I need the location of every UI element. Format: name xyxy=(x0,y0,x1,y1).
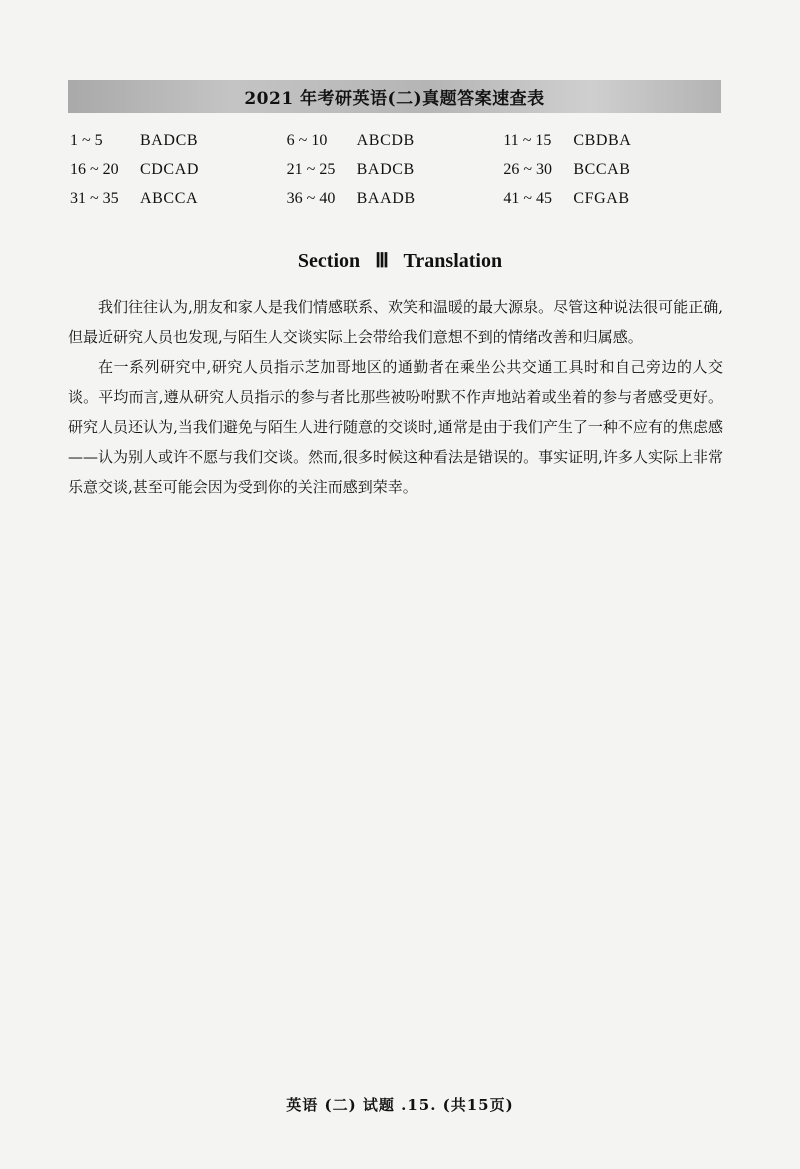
answer-row xyxy=(70,188,287,209)
answer-letters: ABCCA xyxy=(140,189,199,207)
translation-body xyxy=(68,292,723,502)
answer-key-banner xyxy=(68,80,721,113)
answer-row xyxy=(503,188,720,209)
answer-row xyxy=(287,130,504,151)
answer-range: 36 ~ 40 xyxy=(286,189,336,207)
answer-range: 6 ~ 10 xyxy=(286,131,328,149)
answer-row xyxy=(287,159,504,180)
answer-range: 21 ~ 25 xyxy=(286,160,336,178)
answer-letters: BADCB xyxy=(140,131,199,149)
answer-letters: CBDBA xyxy=(573,131,632,149)
answer-letters: BADCB xyxy=(356,160,415,178)
answer-row xyxy=(503,159,720,180)
paragraph: 我们往往认为,朋友和家人是我们情感联系、欢笑和温暖的最大源泉。尽管这种说法很可能正确,但最近研究人员也发现,与陌生人交谈实际上会带给我们意想不到的情绪改善和归属感。 xyxy=(68,298,723,346)
answer-letters: ABCDB xyxy=(356,131,415,149)
answer-row xyxy=(503,130,720,151)
answer-letters: CDCAD xyxy=(140,160,200,178)
answer-range: 26 ~ 30 xyxy=(503,160,552,178)
answer-range: 31 ~ 35 xyxy=(70,189,119,207)
section-heading: Section Ⅲ Translation xyxy=(297,250,503,272)
answer-letters: CFGAB xyxy=(573,189,630,207)
answer-range: 16 ~ 20 xyxy=(70,160,119,178)
answer-key-title: 2021 年考研英语(二)真题答案速查表 xyxy=(244,89,545,109)
answer-letters: BAADB xyxy=(356,189,416,207)
answer-range: 11 ~ 15 xyxy=(503,131,552,149)
answer-range: 1 ~ 5 xyxy=(70,131,103,149)
answer-key-grid xyxy=(70,130,720,209)
paragraph: 在一系列研究中,研究人员指示芝加哥地区的通勤者在乘坐公共交通工具时和自己旁边的人交谈。平均而言,遵从研究人员指示的参与者比那些被吩咐默不作声地站着或坐着的参与者感受更好。研究人员还认为,当我们避免与陌生人进行随意的交谈时,通常是由于我们产生了一种不应有的焦虑感——认为别人或许不愿与我们交谈。然而,很多时候这种看法是错误的。事实证明,许多人实际上非常乐意交谈,甚至可能会因为受到你的关注而感到荣幸。 xyxy=(68,358,723,496)
page-footer: 英语 (二) 试题 .15. (共15页) xyxy=(286,1096,514,1114)
answer-row xyxy=(287,188,504,209)
answer-range: 41 ~ 45 xyxy=(503,189,552,207)
answer-row xyxy=(70,159,287,180)
answer-row xyxy=(70,130,287,151)
answer-letters: BCCAB xyxy=(573,160,631,178)
